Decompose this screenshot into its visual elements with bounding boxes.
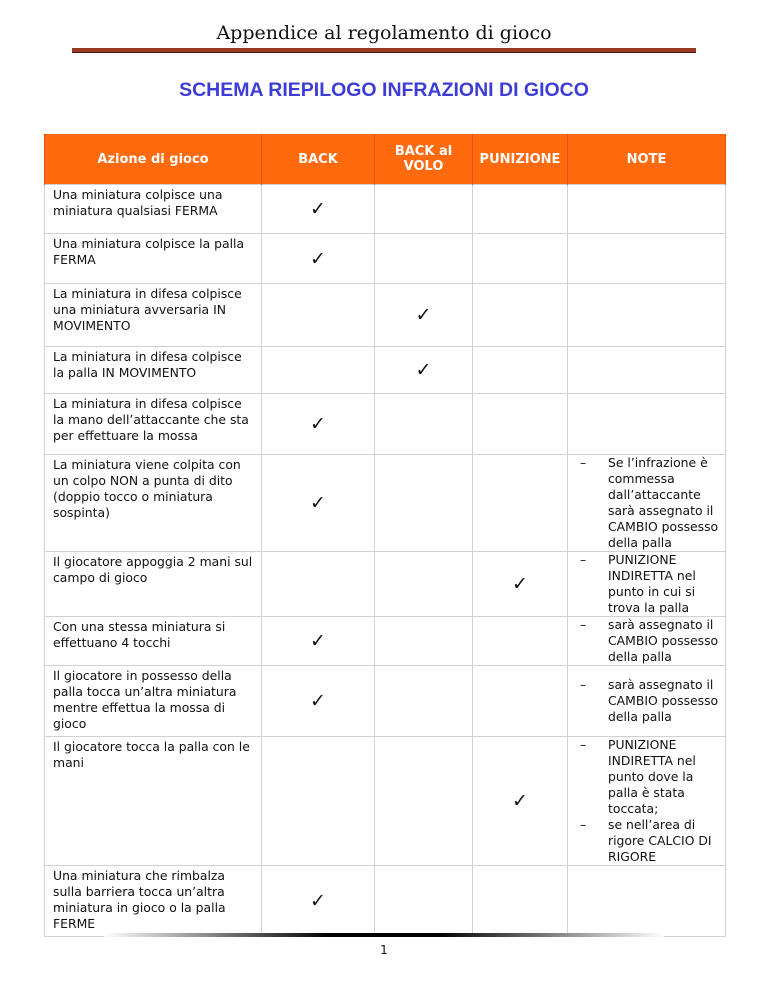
check-mark-icon: ✓	[310, 413, 326, 435]
punizione-cell	[473, 552, 568, 617]
bullet-dash-icon: –	[580, 817, 587, 832]
table-row	[45, 284, 726, 347]
check-mark-icon: ✓	[310, 492, 326, 514]
table-row	[45, 737, 726, 866]
bullet-dash-icon: –	[580, 455, 587, 470]
note-cell	[568, 394, 726, 455]
action-cell: Il giocatore appoggia 2 mani sul campo di gioco	[45, 552, 262, 617]
back-cell	[262, 617, 375, 666]
check-mark-icon: ✓	[512, 573, 528, 595]
back-cell	[262, 234, 375, 284]
table-row	[45, 866, 726, 937]
punizione-cell	[473, 284, 568, 347]
check-mark-icon: ✓	[310, 630, 326, 652]
note-cell	[568, 185, 726, 234]
back-volo-cell	[375, 666, 473, 737]
note-cell	[568, 234, 726, 284]
check-mark-icon: ✓	[415, 304, 432, 326]
table-header-row	[45, 134, 726, 185]
check-mark-icon: ✓	[310, 247, 326, 270]
table-row	[45, 394, 726, 455]
back-cell	[262, 347, 375, 394]
punizione-cell	[473, 866, 568, 937]
punizione-cell	[473, 394, 568, 455]
note-text: sarà assegnato il CAMBIO possesso della palla	[608, 677, 719, 724]
note-cell	[568, 347, 726, 394]
back-volo-cell	[375, 185, 473, 234]
note-text: sarà assegnato il CAMBIO possesso della palla	[608, 617, 719, 664]
footer-rule	[104, 933, 664, 937]
table-row	[45, 552, 726, 617]
note-text: Se l’infrazione è commessa dall’attaccante sarà assegnato il CAMBIO possesso della palla	[608, 455, 719, 550]
note-text: se nell’area di rigore CALCIO DI RIGORE	[608, 817, 712, 864]
back-volo-cell	[375, 394, 473, 455]
back-volo-cell	[375, 347, 473, 394]
note-cell	[568, 552, 726, 617]
punizione-cell	[473, 234, 568, 284]
note-cell	[568, 666, 726, 737]
table-row	[45, 455, 726, 552]
punizione-cell	[473, 185, 568, 234]
check-mark-icon: ✓	[512, 790, 528, 812]
action-cell: La miniatura in difesa colpisce una miniatura avversaria IN MOVIMENTO	[45, 284, 262, 347]
back-cell	[262, 666, 375, 737]
check-mark-icon: ✓	[310, 690, 326, 712]
punizione-cell	[473, 617, 568, 666]
back-cell	[262, 737, 375, 866]
action-cell: La miniatura in difesa colpisce la mano dell’attaccante che sta per effettuare la mossa	[45, 394, 262, 455]
back-cell	[262, 552, 375, 617]
note-cell	[568, 617, 726, 666]
action-cell: La miniatura in difesa colpisce la palla IN MOVIMENTO	[45, 347, 262, 394]
column-header-punizione: PUNIZIONE	[473, 134, 568, 185]
table-row	[45, 666, 726, 737]
action-cell: La miniatura viene colpita con un colpo NON a punta di dito (doppio tocco o miniatura sospinta)	[45, 455, 262, 552]
action-cell: Con una stessa miniatura si effettuano 4 tocchi	[45, 617, 262, 666]
action-cell: Il giocatore in possesso della palla tocca un’altra miniatura mentre effettua la mossa di gioco	[45, 666, 262, 737]
check-mark-icon: ✓	[310, 890, 326, 912]
bullet-dash-icon: –	[580, 617, 587, 632]
check-mark-icon: ✓	[415, 359, 432, 381]
header-rule	[72, 48, 696, 53]
column-header-note: NOTE	[568, 134, 726, 185]
table-body	[45, 185, 726, 937]
note-cell	[568, 737, 726, 866]
back-cell	[262, 866, 375, 937]
column-header-action: Azione di gioco	[45, 134, 262, 185]
note-cell	[568, 455, 726, 552]
column-header-back-volo	[375, 134, 473, 185]
punizione-cell	[473, 455, 568, 552]
note-line	[572, 552, 721, 616]
column-header-back: BACK	[262, 134, 375, 185]
note-text: PUNIZIONE INDIRETTA nel punto in cui si trova la palla	[608, 552, 696, 615]
table-row	[45, 234, 726, 284]
page-number: 1	[380, 943, 388, 957]
back-volo-cell	[375, 737, 473, 866]
back-cell	[262, 284, 375, 347]
punizione-cell	[473, 666, 568, 737]
action-cell: Una miniatura colpisce la palla FERMA	[45, 234, 262, 284]
bullet-dash-icon: –	[580, 677, 587, 692]
note-line	[572, 677, 721, 725]
punizione-cell	[473, 737, 568, 866]
table-row	[45, 347, 726, 394]
bullet-dash-icon: –	[580, 737, 587, 752]
note-text: PUNIZIONE INDIRETTA nel punto dove la palla è stata toccata;	[608, 737, 696, 816]
back-volo-cell	[375, 284, 473, 347]
action-cell: Una miniatura che rimbalza sulla barriera tocca un’altra miniatura in gioco o la palla FERME	[45, 866, 262, 937]
punizione-cell	[473, 347, 568, 394]
back-volo-cell	[375, 455, 473, 552]
infractions-table	[44, 134, 726, 937]
check-mark-icon: ✓	[310, 198, 326, 220]
back-volo-cell	[375, 866, 473, 937]
action-cell: Una miniatura colpisce una miniatura qualsiasi FERMA	[45, 185, 262, 234]
note-line	[572, 617, 721, 665]
note-line	[572, 455, 721, 551]
note-line	[572, 817, 721, 865]
bullet-dash-icon: –	[580, 552, 587, 567]
note-cell	[568, 866, 726, 937]
running-header: Appendice al regolamento di gioco	[216, 22, 552, 44]
back-cell	[262, 394, 375, 455]
table-row	[45, 617, 726, 666]
back-volo-cell	[375, 617, 473, 666]
note-line	[572, 737, 721, 817]
page-title: SCHEMA RIEPILOGO INFRAZIONI DI GIOCO	[179, 79, 589, 101]
note-cell	[568, 284, 726, 347]
table-row	[45, 185, 726, 234]
back-cell	[262, 185, 375, 234]
action-cell: Il giocatore tocca la palla con le mani	[45, 737, 262, 866]
column-header-back-volo-label: BACK al VOLO	[394, 144, 453, 174]
back-volo-cell	[375, 234, 473, 284]
back-volo-cell	[375, 552, 473, 617]
back-cell	[262, 455, 375, 552]
